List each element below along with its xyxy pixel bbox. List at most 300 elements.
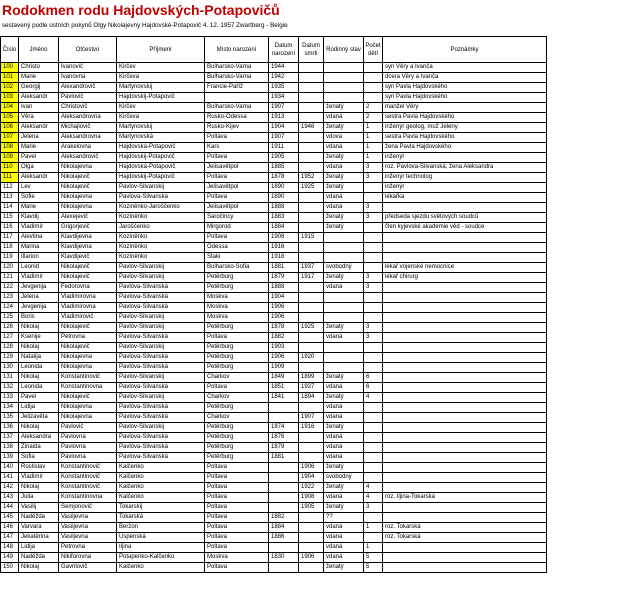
cell-pocet-deti[interactable]: 3 (364, 163, 383, 173)
cell-poznamky[interactable]: předseda sjezdu světových soudců (383, 213, 547, 223)
cell-rodinny-stav[interactable] (324, 293, 364, 303)
cell-prijmeni[interactable]: Pavlov-Silvanskij (117, 373, 205, 383)
cell-prijmeni[interactable]: Pavlov-Silvanskij (117, 263, 205, 273)
cell-misto-narozeni[interactable]: Poltava (205, 193, 269, 203)
cell-prijmeni[interactable]: Hajdovskij-Potapovič (117, 153, 205, 163)
cell-otcestvo[interactable]: Klavdijevna (59, 233, 117, 243)
cell-rodinny-stav[interactable]: ženatý (324, 173, 364, 183)
cell-datum-smrti[interactable]: 1922 (299, 483, 324, 493)
cell-misto-narozeni[interactable]: Poltava (205, 483, 269, 493)
cell-prijmeni[interactable]: Kozíněnko (117, 213, 205, 223)
cell-jmeno[interactable]: Jevgenija (19, 283, 59, 293)
cell-datum-narozeni[interactable]: 1886 (269, 533, 299, 543)
cell-datum-smrti[interactable]: 1916 (299, 423, 324, 433)
cell-misto-narozeni[interactable]: Poltava (205, 533, 269, 543)
cell-pocet-deti[interactable]: 3 (364, 213, 383, 223)
cell-prijmeni[interactable]: Tokarská (117, 513, 205, 523)
cell-otcestvo[interactable]: Konstantinovič (59, 483, 117, 493)
cell-rodinny-stav[interactable]: ženatý (324, 323, 364, 333)
cell-rodinny-stav[interactable]: ženatý (324, 223, 364, 233)
cell-jmeno[interactable]: Nikolaj (19, 563, 59, 573)
cell-rodinny-stav[interactable] (324, 83, 364, 93)
cell-prijmeni[interactable]: Iljina (117, 543, 205, 553)
cell-prijmeni[interactable]: Pavlova-Silvanská (117, 333, 205, 343)
cell-datum-smrti[interactable]: 1927 (299, 383, 324, 393)
cell-poznamky[interactable] (383, 403, 547, 413)
cell-datum-smrti[interactable]: 1899 (299, 373, 324, 383)
cell-datum-narozeni[interactable]: 1881 (269, 453, 299, 463)
cell-datum-smrti[interactable] (299, 133, 324, 143)
cell-datum-narozeni[interactable]: 1907 (269, 103, 299, 113)
cell-poznamky[interactable] (383, 283, 547, 293)
cell-pocet-deti[interactable] (364, 403, 383, 413)
cell-pocet-deti[interactable] (364, 413, 383, 423)
cell-rodinny-stav[interactable]: vdaná (324, 193, 364, 203)
cell-pocet-deti[interactable] (364, 313, 383, 323)
cell-jmeno[interactable]: Aleksandr (19, 173, 59, 183)
cell-cislo[interactable]: 120 (1, 263, 19, 273)
cell-misto-narozeni[interactable]: Moskva (205, 313, 269, 323)
cell-poznamky[interactable]: sestra Pavla Hajdovského (383, 113, 547, 123)
cell-poznamky[interactable] (383, 323, 547, 333)
cell-poznamky[interactable] (383, 393, 547, 403)
cell-prijmeni[interactable]: Pavlova-Silvanská (117, 443, 205, 453)
cell-jmeno[interactable]: Varvara (19, 523, 59, 533)
cell-datum-narozeni[interactable]: 1881 (269, 263, 299, 273)
cell-misto-narozeni[interactable]: Petěrburg (205, 353, 269, 363)
cell-prijmeni[interactable]: Martynovskij (117, 83, 205, 93)
cell-rodinny-stav[interactable]: ženatý (324, 423, 364, 433)
cell-misto-narozeni[interactable]: Bulharsko-Varna (205, 63, 269, 73)
cell-datum-narozeni[interactable]: 1903 (269, 343, 299, 353)
cell-pocet-deti[interactable]: 4 (364, 393, 383, 403)
cell-cislo[interactable]: 123 (1, 293, 19, 303)
cell-rodinny-stav[interactable]: vdaná (324, 333, 364, 343)
cell-cislo[interactable]: 135 (1, 413, 19, 423)
cell-jmeno[interactable]: Ivan (19, 103, 59, 113)
cell-datum-smrti[interactable] (299, 213, 324, 223)
cell-cislo[interactable]: 133 (1, 393, 19, 403)
cell-rodinny-stav[interactable]: ženatý (324, 483, 364, 493)
cell-misto-narozeni[interactable]: Petěrburg (205, 283, 269, 293)
cell-pocet-deti[interactable] (364, 253, 383, 263)
cell-prijmeni[interactable]: Pavlova-Silvanská (117, 403, 205, 413)
cell-poznamky[interactable] (383, 423, 547, 433)
cell-datum-narozeni[interactable]: 1916 (269, 243, 299, 253)
cell-datum-smrti[interactable] (299, 103, 324, 113)
cell-cislo[interactable]: 148 (1, 543, 19, 553)
cell-datum-smrti[interactable]: 1894 (299, 393, 324, 403)
cell-misto-narozeni[interactable]: Jelisavětpol (205, 163, 269, 173)
cell-pocet-deti[interactable] (364, 443, 383, 453)
cell-rodinny-stav[interactable]: vdaná (324, 113, 364, 123)
cell-cislo[interactable]: 128 (1, 343, 19, 353)
cell-otcestvo[interactable]: Alexejevič (59, 213, 117, 223)
cell-poznamky[interactable] (383, 413, 547, 423)
cell-otcestvo[interactable]: Petrovna (59, 333, 117, 343)
cell-misto-narozeni[interactable]: Petěrburg (205, 323, 269, 333)
cell-otcestvo[interactable]: Konstantinovič (59, 373, 117, 383)
cell-datum-smrti[interactable]: 1925 (299, 323, 324, 333)
cell-misto-narozeni[interactable]: Petěrburg (205, 443, 269, 453)
cell-poznamky[interactable]: roz. Pavlova-Silvanská; žena Aleksandra (383, 163, 547, 173)
cell-prijmeni[interactable]: Pavlova-Silvanská (117, 283, 205, 293)
cell-datum-smrti[interactable] (299, 63, 324, 73)
cell-datum-narozeni[interactable]: 1879 (269, 443, 299, 453)
cell-datum-narozeni[interactable] (269, 413, 299, 423)
cell-otcestvo[interactable]: Nikolajevna (59, 353, 117, 363)
cell-otcestvo[interactable]: Semjonovič (59, 503, 117, 513)
cell-pocet-deti[interactable] (364, 223, 383, 233)
cell-jmeno[interactable]: Nikolaj (19, 483, 59, 493)
cell-poznamky[interactable]: lékař chirurg (383, 273, 547, 283)
cell-cislo[interactable]: 102 (1, 83, 19, 93)
cell-poznamky[interactable]: inženýr geolog, muž Jeleny (383, 123, 547, 133)
cell-jmeno[interactable]: Lidija (19, 543, 59, 553)
cell-otcestvo[interactable]: Klavdijevič (59, 253, 117, 263)
cell-datum-narozeni[interactable]: 1885 (269, 163, 299, 173)
cell-jmeno[interactable]: Illarion (19, 253, 59, 263)
cell-pocet-deti[interactable]: 1 (364, 523, 383, 533)
cell-poznamky[interactable]: inženýr technolog (383, 173, 547, 183)
cell-cislo[interactable]: 150 (1, 563, 19, 573)
cell-datum-smrti[interactable]: 1905 (299, 503, 324, 513)
cell-cislo[interactable]: 116 (1, 223, 19, 233)
cell-datum-narozeni[interactable]: 1942 (269, 73, 299, 83)
cell-prijmeni[interactable]: Pavlova-Silvanská (117, 383, 205, 393)
cell-jmeno[interactable]: Naděžda (19, 513, 59, 523)
cell-datum-narozeni[interactable]: 1911 (269, 143, 299, 153)
cell-prijmeni[interactable]: Jaroščenko (117, 223, 205, 233)
cell-pocet-deti[interactable] (364, 233, 383, 243)
cell-poznamky[interactable]: inženýr (383, 183, 547, 193)
cell-misto-narozeni[interactable]: Moskva (205, 303, 269, 313)
cell-datum-smrti[interactable] (299, 453, 324, 463)
cell-prijmeni[interactable]: Pavlov-Silvanskij (117, 343, 205, 353)
cell-pocet-deti[interactable] (364, 453, 383, 463)
cell-misto-narozeni[interactable]: Poltava (205, 133, 269, 143)
cell-datum-narozeni[interactable]: 1906 (269, 303, 299, 313)
cell-datum-narozeni[interactable]: 1884 (269, 523, 299, 533)
cell-otcestvo[interactable]: Nikolajevna (59, 193, 117, 203)
cell-poznamky[interactable] (383, 363, 547, 373)
cell-cislo[interactable]: 119 (1, 253, 19, 263)
cell-jmeno[interactable]: Nikolaj (19, 323, 59, 333)
cell-poznamky[interactable] (383, 513, 547, 523)
cell-prijmeni[interactable]: Koziněnko-Jaroščenko (117, 203, 205, 213)
cell-misto-narozeni[interactable]: Poltava (205, 563, 269, 573)
cell-jmeno[interactable]: Zinaida (19, 443, 59, 453)
cell-prijmeni[interactable]: Pavlova-Silvanská (117, 293, 205, 303)
cell-datum-smrti[interactable] (299, 313, 324, 323)
cell-prijmeni[interactable]: Pavlova-Silvanská (117, 363, 205, 373)
cell-rodinny-stav[interactable] (324, 233, 364, 243)
cell-pocet-deti[interactable] (364, 183, 383, 193)
cell-poznamky[interactable] (383, 313, 547, 323)
cell-misto-narozeni[interactable]: Poltava (205, 233, 269, 243)
cell-prijmeni[interactable]: Pavlov-Silvanskij (117, 323, 205, 333)
cell-jmeno[interactable]: Nikolaj (19, 423, 59, 433)
cell-rodinny-stav[interactable] (324, 73, 364, 83)
cell-rodinny-stav[interactable]: ženatý (324, 183, 364, 193)
cell-misto-narozeni[interactable]: Mirgorod (205, 223, 269, 233)
cell-prijmeni[interactable]: Pavlova-Silvanská (117, 193, 205, 203)
cell-pocet-deti[interactable] (364, 193, 383, 203)
cell-prijmeni[interactable]: Pavlova-Silvanská (117, 433, 205, 443)
cell-datum-smrti[interactable] (299, 113, 324, 123)
cell-jmeno[interactable]: Lev (19, 183, 59, 193)
cell-cislo[interactable]: 108 (1, 143, 19, 153)
cell-pocet-deti[interactable]: 3 (364, 173, 383, 183)
cell-cislo[interactable]: 124 (1, 303, 19, 313)
cell-otcestvo[interactable]: Aleksandrovna (59, 113, 117, 123)
cell-otcestvo[interactable]: Michajlovič (59, 123, 117, 133)
cell-rodinny-stav[interactable]: ženatý (324, 213, 364, 223)
cell-datum-narozeni[interactable]: 1934 (269, 93, 299, 103)
cell-rodinny-stav[interactable] (324, 313, 364, 323)
cell-poznamky[interactable] (383, 553, 547, 563)
cell-cislo[interactable]: 103 (1, 93, 19, 103)
cell-jmeno[interactable]: Vladimír (19, 473, 59, 483)
cell-pocet-deti[interactable] (364, 353, 383, 363)
cell-rodinny-stav[interactable] (324, 343, 364, 353)
cell-jmeno[interactable]: Vasilij (19, 503, 59, 513)
cell-prijmeni[interactable]: Kirčeva (117, 113, 205, 123)
cell-otcestvo[interactable]: Vasiljevna (59, 533, 117, 543)
cell-prijmeni[interactable]: Kirčev (117, 103, 205, 113)
cell-datum-smrti[interactable] (299, 433, 324, 443)
cell-prijmeni[interactable]: Martynovskij (117, 123, 205, 133)
cell-datum-narozeni[interactable]: 1878 (269, 323, 299, 333)
cell-datum-smrti[interactable]: 1952 (299, 173, 324, 183)
cell-jmeno[interactable]: Nikolaj (19, 343, 59, 353)
cell-otcestvo[interactable]: Alexandrovič (59, 83, 117, 93)
cell-cislo[interactable]: 117 (1, 233, 19, 243)
cell-rodinny-stav[interactable]: ženatý (324, 373, 364, 383)
cell-prijmeni[interactable]: Hajdovskij-Potapovič (117, 173, 205, 183)
cell-pocet-deti[interactable] (364, 73, 383, 83)
cell-pocet-deti[interactable]: 2 (364, 113, 383, 123)
cell-rodinny-stav[interactable]: vdaná (324, 453, 364, 463)
cell-rodinny-stav[interactable]: vdaná (324, 203, 364, 213)
cell-pocet-deti[interactable]: 2 (364, 103, 383, 113)
cell-rodinny-stav[interactable]: ?? (324, 513, 364, 523)
cell-rodinny-stav[interactable]: vdaná (324, 413, 364, 423)
cell-prijmeni[interactable]: Kozíněnko (117, 243, 205, 253)
cell-misto-narozeni[interactable]: Petěrburg (205, 273, 269, 283)
cell-datum-smrti[interactable]: 1920 (299, 353, 324, 363)
cell-cislo[interactable]: 107 (1, 133, 19, 143)
cell-otcestvo[interactable]: Konstantinovna (59, 383, 117, 393)
cell-datum-smrti[interactable] (299, 303, 324, 313)
cell-poznamky[interactable]: žena Pavla Hajdovského (383, 143, 547, 153)
cell-poznamky[interactable] (383, 343, 547, 353)
cell-jmeno[interactable]: Jelizavěta (19, 413, 59, 423)
cell-prijmeni[interactable]: Hajdovskij-Potapovič (117, 93, 205, 103)
cell-datum-narozeni[interactable] (269, 483, 299, 493)
cell-pocet-deti[interactable] (364, 463, 383, 473)
cell-rodinny-stav[interactable]: svobodný (324, 263, 364, 273)
cell-datum-smrti[interactable] (299, 203, 324, 213)
cell-otcestvo[interactable]: Gavrilovič (59, 563, 117, 573)
cell-prijmeni[interactable]: Kalčenko (117, 563, 205, 573)
cell-pocet-deti[interactable]: 3 (364, 283, 383, 293)
cell-jmeno[interactable]: Klavdij (19, 213, 59, 223)
cell-jmeno[interactable]: Pavel (19, 393, 59, 403)
cell-jmeno[interactable]: Aleksandr (19, 93, 59, 103)
cell-poznamky[interactable] (383, 243, 547, 253)
cell-poznamky[interactable] (383, 503, 547, 513)
cell-jmeno[interactable]: Leonida (19, 363, 59, 373)
cell-datum-smrti[interactable] (299, 543, 324, 553)
cell-datum-smrti[interactable] (299, 523, 324, 533)
cell-datum-narozeni[interactable]: 1890 (269, 183, 299, 193)
cell-misto-narozeni[interactable]: Charkov (205, 413, 269, 423)
cell-datum-narozeni[interactable]: 1883 (269, 213, 299, 223)
cell-datum-smrti[interactable] (299, 343, 324, 353)
cell-otcestvo[interactable]: Vasiljevna (59, 523, 117, 533)
cell-otcestvo[interactable]: Nikolajevna (59, 403, 117, 413)
cell-misto-narozeni[interactable]: Petěrburg (205, 433, 269, 443)
cell-datum-narozeni[interactable]: 1906 (269, 353, 299, 363)
cell-rodinny-stav[interactable]: vdaná (324, 403, 364, 413)
cell-prijmeni[interactable]: Hajdovská-Potapovič (117, 143, 205, 153)
cell-otcestvo[interactable]: Petrovna (59, 543, 117, 553)
cell-rodinny-stav[interactable]: vdaná (324, 143, 364, 153)
cell-otcestvo[interactable]: Pavlovna (59, 453, 117, 463)
cell-poznamky[interactable]: syn Pavla Hajdovského (383, 93, 547, 103)
cell-prijmeni[interactable]: Martynovská (117, 133, 205, 143)
cell-datum-smrti[interactable]: 1907 (299, 413, 324, 423)
cell-datum-narozeni[interactable]: 1888 (269, 283, 299, 293)
cell-misto-narozeni[interactable]: Petěrburg (205, 343, 269, 353)
cell-rodinny-stav[interactable]: svobodný (324, 473, 364, 483)
cell-pocet-deti[interactable]: 1 (364, 143, 383, 153)
cell-cislo[interactable]: 118 (1, 243, 19, 253)
cell-rodinny-stav[interactable]: ženatý (324, 463, 364, 473)
cell-misto-narozeni[interactable]: Odessa (205, 243, 269, 253)
cell-otcestvo[interactable]: Nikolajevič (59, 323, 117, 333)
cell-pocet-deti[interactable]: 6 (364, 373, 383, 383)
cell-pocet-deti[interactable] (364, 473, 383, 483)
cell-datum-smrti[interactable]: 1906 (299, 463, 324, 473)
cell-pocet-deti[interactable] (364, 243, 383, 253)
cell-rodinny-stav[interactable]: ženatý (324, 393, 364, 403)
cell-misto-narozeni[interactable]: Jelisavětpol (205, 203, 269, 213)
cell-prijmeni[interactable]: Pavlova-Silvanská (117, 453, 205, 463)
cell-datum-smrti[interactable]: 1904 (299, 473, 324, 483)
cell-pocet-deti[interactable]: 6 (364, 383, 383, 393)
cell-pocet-deti[interactable] (364, 293, 383, 303)
cell-prijmeni[interactable]: Uspenská (117, 533, 205, 543)
cell-misto-narozeni[interactable]: Bulharsko-Varna (205, 73, 269, 83)
cell-pocet-deti[interactable]: 3 (364, 203, 383, 213)
cell-poznamky[interactable] (383, 383, 547, 393)
cell-cislo[interactable]: 100 (1, 63, 19, 73)
cell-datum-narozeni[interactable]: 1909 (269, 363, 299, 373)
cell-misto-narozeni[interactable]: Poltava (205, 173, 269, 183)
cell-jmeno[interactable]: Vladimír (19, 223, 59, 233)
cell-otcestvo[interactable]: Konstantinovna (59, 493, 117, 503)
cell-datum-smrti[interactable]: 1908 (299, 493, 324, 503)
cell-misto-narozeni[interactable]: Poltava (205, 463, 269, 473)
cell-rodinny-stav[interactable] (324, 243, 364, 253)
cell-datum-narozeni[interactable]: 1906 (269, 313, 299, 323)
cell-otcestvo[interactable]: Konstantinovič (59, 463, 117, 473)
cell-otcestvo[interactable]: Grigorjevič (59, 223, 117, 233)
cell-prijmeni[interactable]: Pavlova-Silvanská (117, 353, 205, 363)
cell-jmeno[interactable]: Aleksandra (19, 433, 59, 443)
cell-misto-narozeni[interactable]: Poltava (205, 513, 269, 523)
cell-cislo[interactable]: 138 (1, 443, 19, 453)
cell-prijmeni[interactable]: Potapenko-Kalčenko (117, 553, 205, 563)
cell-poznamky[interactable] (383, 543, 547, 553)
cell-rodinny-stav[interactable]: vdaná (324, 493, 364, 503)
cell-poznamky[interactable] (383, 233, 547, 243)
cell-otcestvo[interactable]: Pavlovna (59, 433, 117, 443)
cell-datum-smrti[interactable] (299, 293, 324, 303)
cell-prijmeni[interactable]: Pavlov-Silvanskij (117, 393, 205, 403)
cell-jmeno[interactable]: Věra (19, 113, 59, 123)
cell-prijmeni[interactable]: Pavlov-Silvanskij (117, 423, 205, 433)
cell-datum-smrti[interactable]: 1915 (299, 233, 324, 243)
cell-otcestvo[interactable]: Nikolajevna (59, 163, 117, 173)
cell-pocet-deti[interactable]: 3 (364, 323, 383, 333)
cell-prijmeni[interactable]: Kirčeva (117, 73, 205, 83)
cell-poznamky[interactable]: syn Pavla Hajdovského (383, 83, 547, 93)
cell-jmeno[interactable]: Lidija (19, 403, 59, 413)
cell-pocet-deti[interactable]: 1 (364, 153, 383, 163)
cell-jmeno[interactable]: Natalija (19, 353, 59, 363)
cell-cislo[interactable]: 106 (1, 123, 19, 133)
cell-rodinny-stav[interactable]: vdaná (324, 283, 364, 293)
cell-jmeno[interactable]: Leonid (19, 263, 59, 273)
cell-poznamky[interactable] (383, 563, 547, 573)
cell-prijmeni[interactable]: Kalčenko (117, 483, 205, 493)
cell-datum-narozeni[interactable]: 1918 (269, 253, 299, 263)
cell-otcestvo[interactable]: Vasiljevna (59, 513, 117, 523)
cell-datum-smrti[interactable] (299, 243, 324, 253)
cell-misto-narozeni[interactable]: Kars (205, 143, 269, 153)
cell-misto-narozeni[interactable]: Rusko-Odessa (205, 113, 269, 123)
cell-datum-narozeni[interactable]: 1851 (269, 383, 299, 393)
cell-pocet-deti[interactable] (364, 363, 383, 373)
cell-prijmeni[interactable]: Pavlova-Silvanská (117, 413, 205, 423)
cell-datum-smrti[interactable] (299, 73, 324, 83)
cell-datum-narozeni[interactable]: 1882 (269, 333, 299, 343)
cell-poznamky[interactable]: lékař vojenské nemocnice (383, 263, 547, 273)
cell-jmeno[interactable]: Julia (19, 493, 59, 503)
cell-rodinny-stav[interactable]: ženatý (324, 123, 364, 133)
cell-poznamky[interactable] (383, 253, 547, 263)
cell-datum-narozeni[interactable] (269, 543, 299, 553)
cell-datum-narozeni[interactable] (269, 503, 299, 513)
cell-poznamky[interactable] (383, 483, 547, 493)
cell-misto-narozeni[interactable]: Poltava (205, 493, 269, 503)
cell-datum-narozeni[interactable] (269, 473, 299, 483)
cell-otcestvo[interactable]: Fedorovna (59, 283, 117, 293)
cell-jmeno[interactable]: Rostislav (19, 463, 59, 473)
cell-datum-narozeni[interactable]: 1907 (269, 133, 299, 143)
cell-pocet-deti[interactable] (364, 303, 383, 313)
cell-cislo[interactable]: 127 (1, 333, 19, 343)
cell-datum-smrti[interactable] (299, 93, 324, 103)
cell-datum-smrti[interactable]: 1946 (299, 123, 324, 133)
cell-misto-narozeni[interactable]: Jelisavětpol (205, 183, 269, 193)
cell-misto-narozeni[interactable]: Poltava (205, 543, 269, 553)
cell-misto-narozeni[interactable]: Petěrburg (205, 363, 269, 373)
cell-otcestvo[interactable]: Christovič (59, 103, 117, 113)
